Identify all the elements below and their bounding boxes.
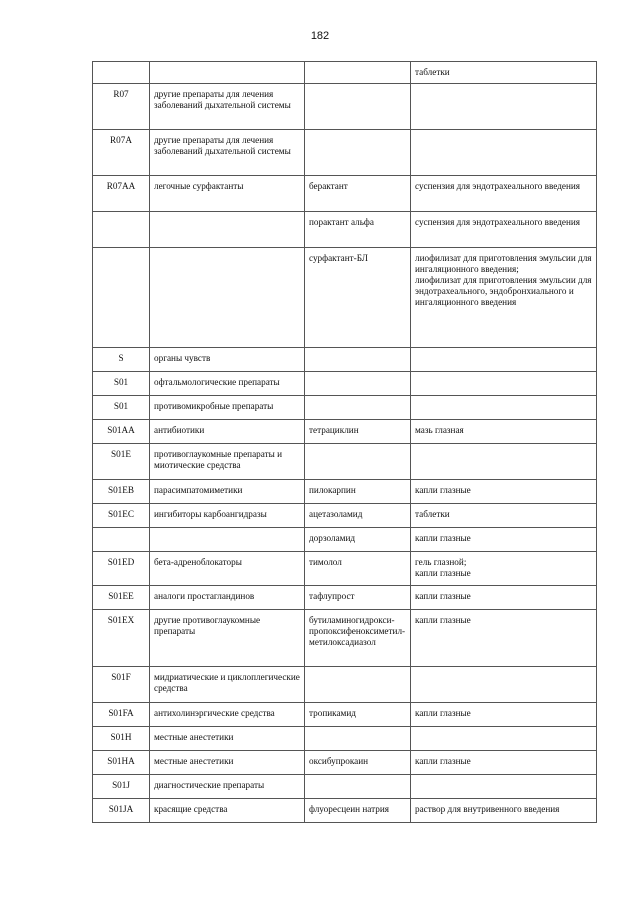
drug-name-cell: тимолол bbox=[305, 552, 411, 586]
drug-name-cell bbox=[305, 62, 411, 84]
dosage-form-cell: капли глазные bbox=[411, 703, 597, 727]
dosage-form-cell: таблетки bbox=[411, 504, 597, 528]
atc-code-cell: S01EX bbox=[93, 610, 150, 667]
drug-table bbox=[92, 61, 597, 823]
atc-code-cell: S01FA bbox=[93, 703, 150, 727]
anatomic-therapeutic-group-cell: офтальмологические препараты bbox=[150, 372, 305, 396]
dosage-form-cell: раствор для внутривенного введения bbox=[411, 799, 597, 823]
table-row bbox=[93, 348, 597, 372]
table-row bbox=[93, 799, 597, 823]
table-row bbox=[93, 444, 597, 480]
anatomic-therapeutic-group-cell: красящие средства bbox=[150, 799, 305, 823]
atc-code-cell: S01ED bbox=[93, 552, 150, 586]
drug-name-cell bbox=[305, 372, 411, 396]
drug-name-cell bbox=[305, 84, 411, 130]
anatomic-therapeutic-group-cell: местные анестетики bbox=[150, 751, 305, 775]
drug-name-cell bbox=[305, 348, 411, 372]
dosage-form-cell: таблетки bbox=[411, 62, 597, 84]
dosage-form-cell bbox=[411, 775, 597, 799]
atc-code-cell: S01 bbox=[93, 372, 150, 396]
atc-code-cell: R07AA bbox=[93, 176, 150, 212]
table-row bbox=[93, 130, 597, 176]
dosage-form-cell: мазь глазная bbox=[411, 420, 597, 444]
dosage-form-cell: капли глазные bbox=[411, 610, 597, 667]
dosage-form-cell: капли глазные bbox=[411, 751, 597, 775]
table-row bbox=[93, 703, 597, 727]
anatomic-therapeutic-group-cell bbox=[150, 212, 305, 248]
drug-name-cell: тафлупрост bbox=[305, 586, 411, 610]
dosage-form-cell: капли глазные bbox=[411, 528, 597, 552]
dosage-form-cell: суспензия для эндотрахеального введения bbox=[411, 176, 597, 212]
anatomic-therapeutic-group-cell: противомикробные препараты bbox=[150, 396, 305, 420]
atc-code-cell: S01F bbox=[93, 667, 150, 703]
anatomic-therapeutic-group-cell: другие препараты для лечения заболеваний дыхательной системы bbox=[150, 84, 305, 130]
drug-name-cell bbox=[305, 396, 411, 420]
dosage-form-cell bbox=[411, 727, 597, 751]
drug-name-cell: ацетазоламид bbox=[305, 504, 411, 528]
atc-code-cell bbox=[93, 528, 150, 552]
table-row bbox=[93, 775, 597, 799]
anatomic-therapeutic-group-cell bbox=[150, 528, 305, 552]
dosage-form-cell: капли глазные bbox=[411, 586, 597, 610]
anatomic-therapeutic-group-cell bbox=[150, 62, 305, 84]
drug-name-cell: сурфактант-БЛ bbox=[305, 248, 411, 348]
atc-code-cell: S01EE bbox=[93, 586, 150, 610]
atc-code-cell bbox=[93, 248, 150, 348]
drug-name-cell bbox=[305, 130, 411, 176]
drug-name-cell bbox=[305, 775, 411, 799]
dosage-form-cell bbox=[411, 444, 597, 480]
atc-code-cell: S01J bbox=[93, 775, 150, 799]
dosage-form-cell bbox=[411, 667, 597, 703]
table-row bbox=[93, 420, 597, 444]
dosage-form-cell: суспензия для эндотрахеального введения bbox=[411, 212, 597, 248]
drug-name-cell: дорзоламид bbox=[305, 528, 411, 552]
dosage-form-cell bbox=[411, 348, 597, 372]
atc-code-cell: S bbox=[93, 348, 150, 372]
table-row bbox=[93, 372, 597, 396]
drug-name-cell: флуоресцеин натрия bbox=[305, 799, 411, 823]
anatomic-therapeutic-group-cell: местные анестетики bbox=[150, 727, 305, 751]
atc-code-cell: S01AA bbox=[93, 420, 150, 444]
atc-code-cell: R07A bbox=[93, 130, 150, 176]
anatomic-therapeutic-group-cell bbox=[150, 248, 305, 348]
atc-code-cell: S01HA bbox=[93, 751, 150, 775]
table-row bbox=[93, 667, 597, 703]
atc-code-cell: S01 bbox=[93, 396, 150, 420]
anatomic-therapeutic-group-cell: антибиотики bbox=[150, 420, 305, 444]
anatomic-therapeutic-group-cell: мидриатические и циклоплегические средства bbox=[150, 667, 305, 703]
anatomic-therapeutic-group-cell: другие противоглаукомные препараты bbox=[150, 610, 305, 667]
anatomic-therapeutic-group-cell: ингибиторы карбоангидразы bbox=[150, 504, 305, 528]
atc-code-cell: S01EB bbox=[93, 480, 150, 504]
drug-name-cell bbox=[305, 667, 411, 703]
table-row bbox=[93, 176, 597, 212]
table-row bbox=[93, 84, 597, 130]
drug-name-cell: берактант bbox=[305, 176, 411, 212]
drug-name-cell bbox=[305, 727, 411, 751]
table-row bbox=[93, 396, 597, 420]
dosage-form-cell: лиофилизат для приготовления эмульсии для ингаляционного введения; лиофилизат для приготовления эмульсии для эндотрахеального, эндобронхиального и ингаляционного введения bbox=[411, 248, 597, 348]
table-row bbox=[93, 528, 597, 552]
drug-name-cell: оксибупрокаин bbox=[305, 751, 411, 775]
dosage-form-cell bbox=[411, 396, 597, 420]
atc-code-cell: S01E bbox=[93, 444, 150, 480]
table-row bbox=[93, 212, 597, 248]
anatomic-therapeutic-group-cell: бета-адреноблокаторы bbox=[150, 552, 305, 586]
table-row bbox=[93, 480, 597, 504]
anatomic-therapeutic-group-cell: другие препараты для лечения заболеваний дыхательной системы bbox=[150, 130, 305, 176]
anatomic-therapeutic-group-cell: парасимпатомиметики bbox=[150, 480, 305, 504]
table-row bbox=[93, 610, 597, 667]
drug-name-cell: бутиламиногидрокси-пропоксифеноксиметил-метилоксадиазол bbox=[305, 610, 411, 667]
anatomic-therapeutic-group-cell: легочные сурфактанты bbox=[150, 176, 305, 212]
anatomic-therapeutic-group-cell: диагностические препараты bbox=[150, 775, 305, 799]
table-row bbox=[93, 751, 597, 775]
atc-code-cell: S01EC bbox=[93, 504, 150, 528]
table-row bbox=[93, 504, 597, 528]
anatomic-therapeutic-group-cell: аналоги простагландинов bbox=[150, 586, 305, 610]
table-row bbox=[93, 552, 597, 586]
table-row bbox=[93, 62, 597, 84]
dosage-form-cell bbox=[411, 372, 597, 396]
anatomic-therapeutic-group-cell: антихолинэргические средства bbox=[150, 703, 305, 727]
atc-code-cell bbox=[93, 62, 150, 84]
table-row bbox=[93, 727, 597, 751]
drug-name-cell: тетрациклин bbox=[305, 420, 411, 444]
dosage-form-cell bbox=[411, 84, 597, 130]
table-body bbox=[93, 62, 597, 823]
atc-code-cell bbox=[93, 212, 150, 248]
atc-code-cell: S01JA bbox=[93, 799, 150, 823]
table-row bbox=[93, 248, 597, 348]
table-row bbox=[93, 586, 597, 610]
atc-code-cell: R07 bbox=[93, 84, 150, 130]
drug-name-cell: тропикамид bbox=[305, 703, 411, 727]
dosage-form-cell: гель глазной; капли глазные bbox=[411, 552, 597, 586]
page-number: 182 bbox=[310, 30, 330, 42]
dosage-form-cell: капли глазные bbox=[411, 480, 597, 504]
dosage-form-cell bbox=[411, 130, 597, 176]
anatomic-therapeutic-group-cell: противоглаукомные препараты и миотические средства bbox=[150, 444, 305, 480]
atc-code-cell: S01H bbox=[93, 727, 150, 751]
anatomic-therapeutic-group-cell: органы чувств bbox=[150, 348, 305, 372]
drug-name-cell: пилокарпин bbox=[305, 480, 411, 504]
drug-name-cell: порактант альфа bbox=[305, 212, 411, 248]
drug-name-cell bbox=[305, 444, 411, 480]
